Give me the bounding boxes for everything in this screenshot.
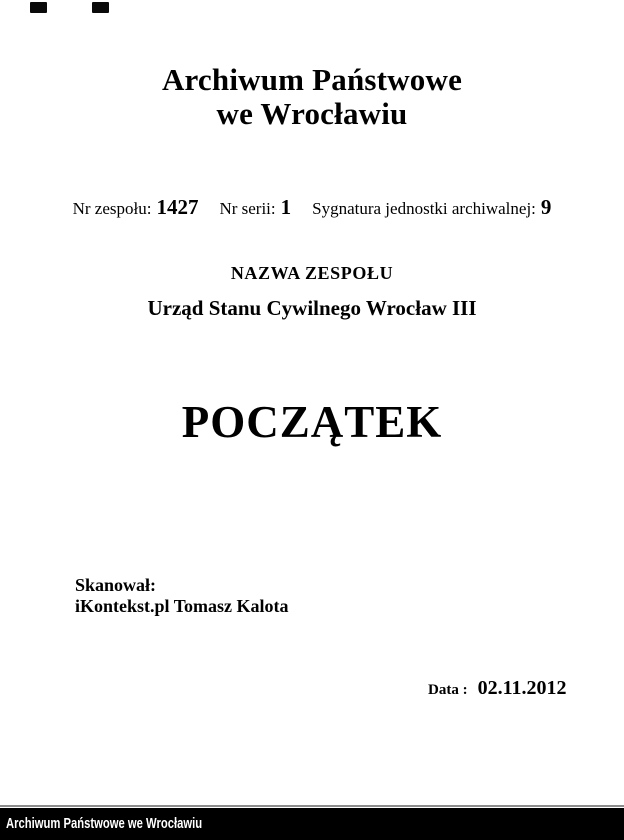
archive-title — [0, 63, 624, 131]
scanner-name: iKontekst.pl Tomasz Kalota — [75, 596, 289, 616]
scan-mark-icon — [30, 2, 47, 13]
scan-mark-icon — [92, 2, 109, 13]
section-title: POCZĄTEK — [181, 397, 443, 447]
date-label: Data : — [428, 682, 468, 698]
fonds-name: Urząd Stanu Cywilnego Wrocław III — [147, 296, 477, 320]
archive-title-line-2: we Wrocławiu — [216, 96, 408, 131]
fonds-number-value: 1427 — [156, 195, 199, 219]
date-value: 02.11.2012 — [477, 677, 567, 699]
footer-divider — [0, 805, 624, 807]
fonds-number-label: Nr zespołu: — [72, 199, 152, 218]
series-number-value: 1 — [280, 195, 292, 219]
series-number-label: Nr serii: — [219, 199, 276, 218]
scanner-label: Skanował: — [75, 575, 157, 595]
signature-value: 9 — [540, 195, 552, 219]
date-line — [428, 677, 566, 700]
footer-bar — [0, 808, 624, 840]
archival-reference-line — [0, 195, 624, 220]
signature-label: Sygnatura jednostki archiwalnej: — [312, 199, 536, 218]
fonds-name-heading: NAZWA ZESPOŁU — [230, 263, 394, 283]
footer-title: Archiwum Państwowe we Wrocławiu — [6, 815, 203, 832]
scanner-credit — [75, 575, 289, 617]
archive-title-line-1: Archiwum Państwowe — [161, 62, 463, 97]
